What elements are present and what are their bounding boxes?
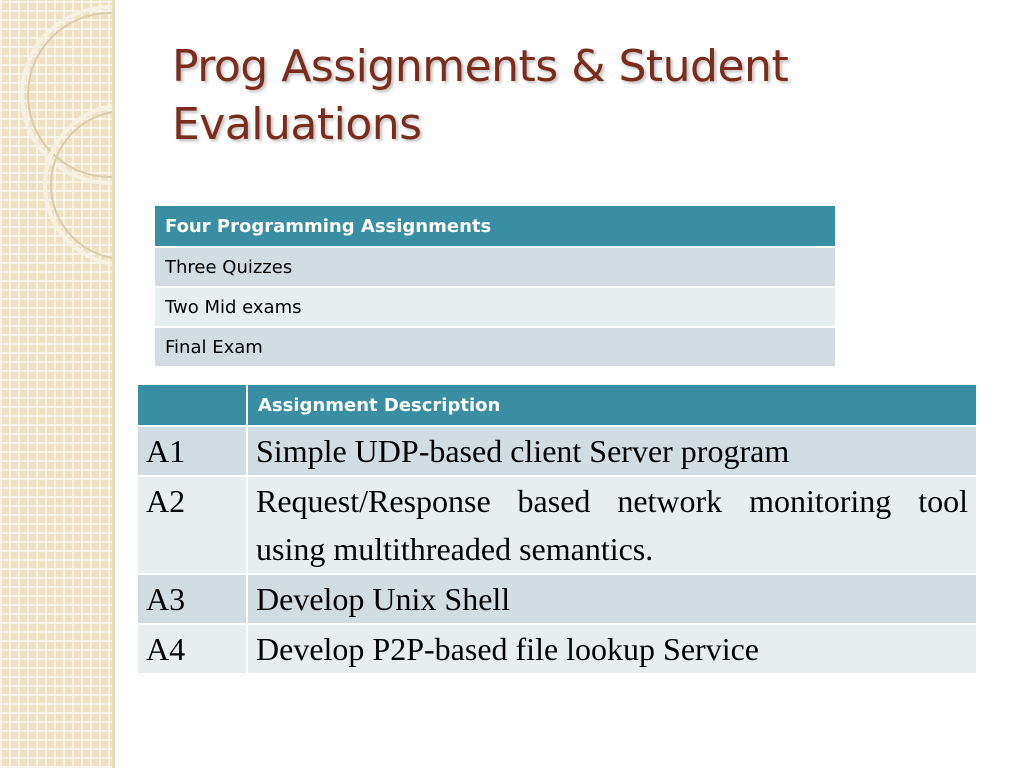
evaluation-table-header: Four Programming Assignments <box>155 206 835 246</box>
assignment-id: A3 <box>138 575 246 623</box>
assignment-id: A2 <box>138 477 246 573</box>
decorative-side-pattern <box>0 0 112 768</box>
table-row <box>138 427 976 475</box>
table-row <box>138 625 976 673</box>
assignment-description: Develop P2P-based file lookup Service <box>248 625 976 673</box>
assignment-id: A1 <box>138 427 246 475</box>
evaluation-item-quizzes: Three Quizzes <box>155 248 835 286</box>
decorative-circles <box>0 0 112 768</box>
assignments-header-id <box>138 385 246 425</box>
assignment-description: Develop Unix Shell <box>248 575 976 623</box>
evaluation-item-final-exam: Final Exam <box>155 328 835 366</box>
evaluation-item-mid-exams: Two Mid exams <box>155 288 835 326</box>
side-divider <box>112 0 115 768</box>
table-row <box>138 477 976 573</box>
slide-title: Prog Assignments & Student Evaluations <box>172 41 789 150</box>
assignments-table <box>136 383 978 675</box>
table-row <box>138 575 976 623</box>
assignment-id: A4 <box>138 625 246 673</box>
evaluation-table <box>153 204 837 368</box>
assignment-description: Simple UDP-based client Server program <box>248 427 976 475</box>
assignments-header-description: Assignment Description <box>248 385 976 425</box>
assignment-description: Request/Response based network monitoring tool using multithreaded semantics. <box>248 477 976 573</box>
